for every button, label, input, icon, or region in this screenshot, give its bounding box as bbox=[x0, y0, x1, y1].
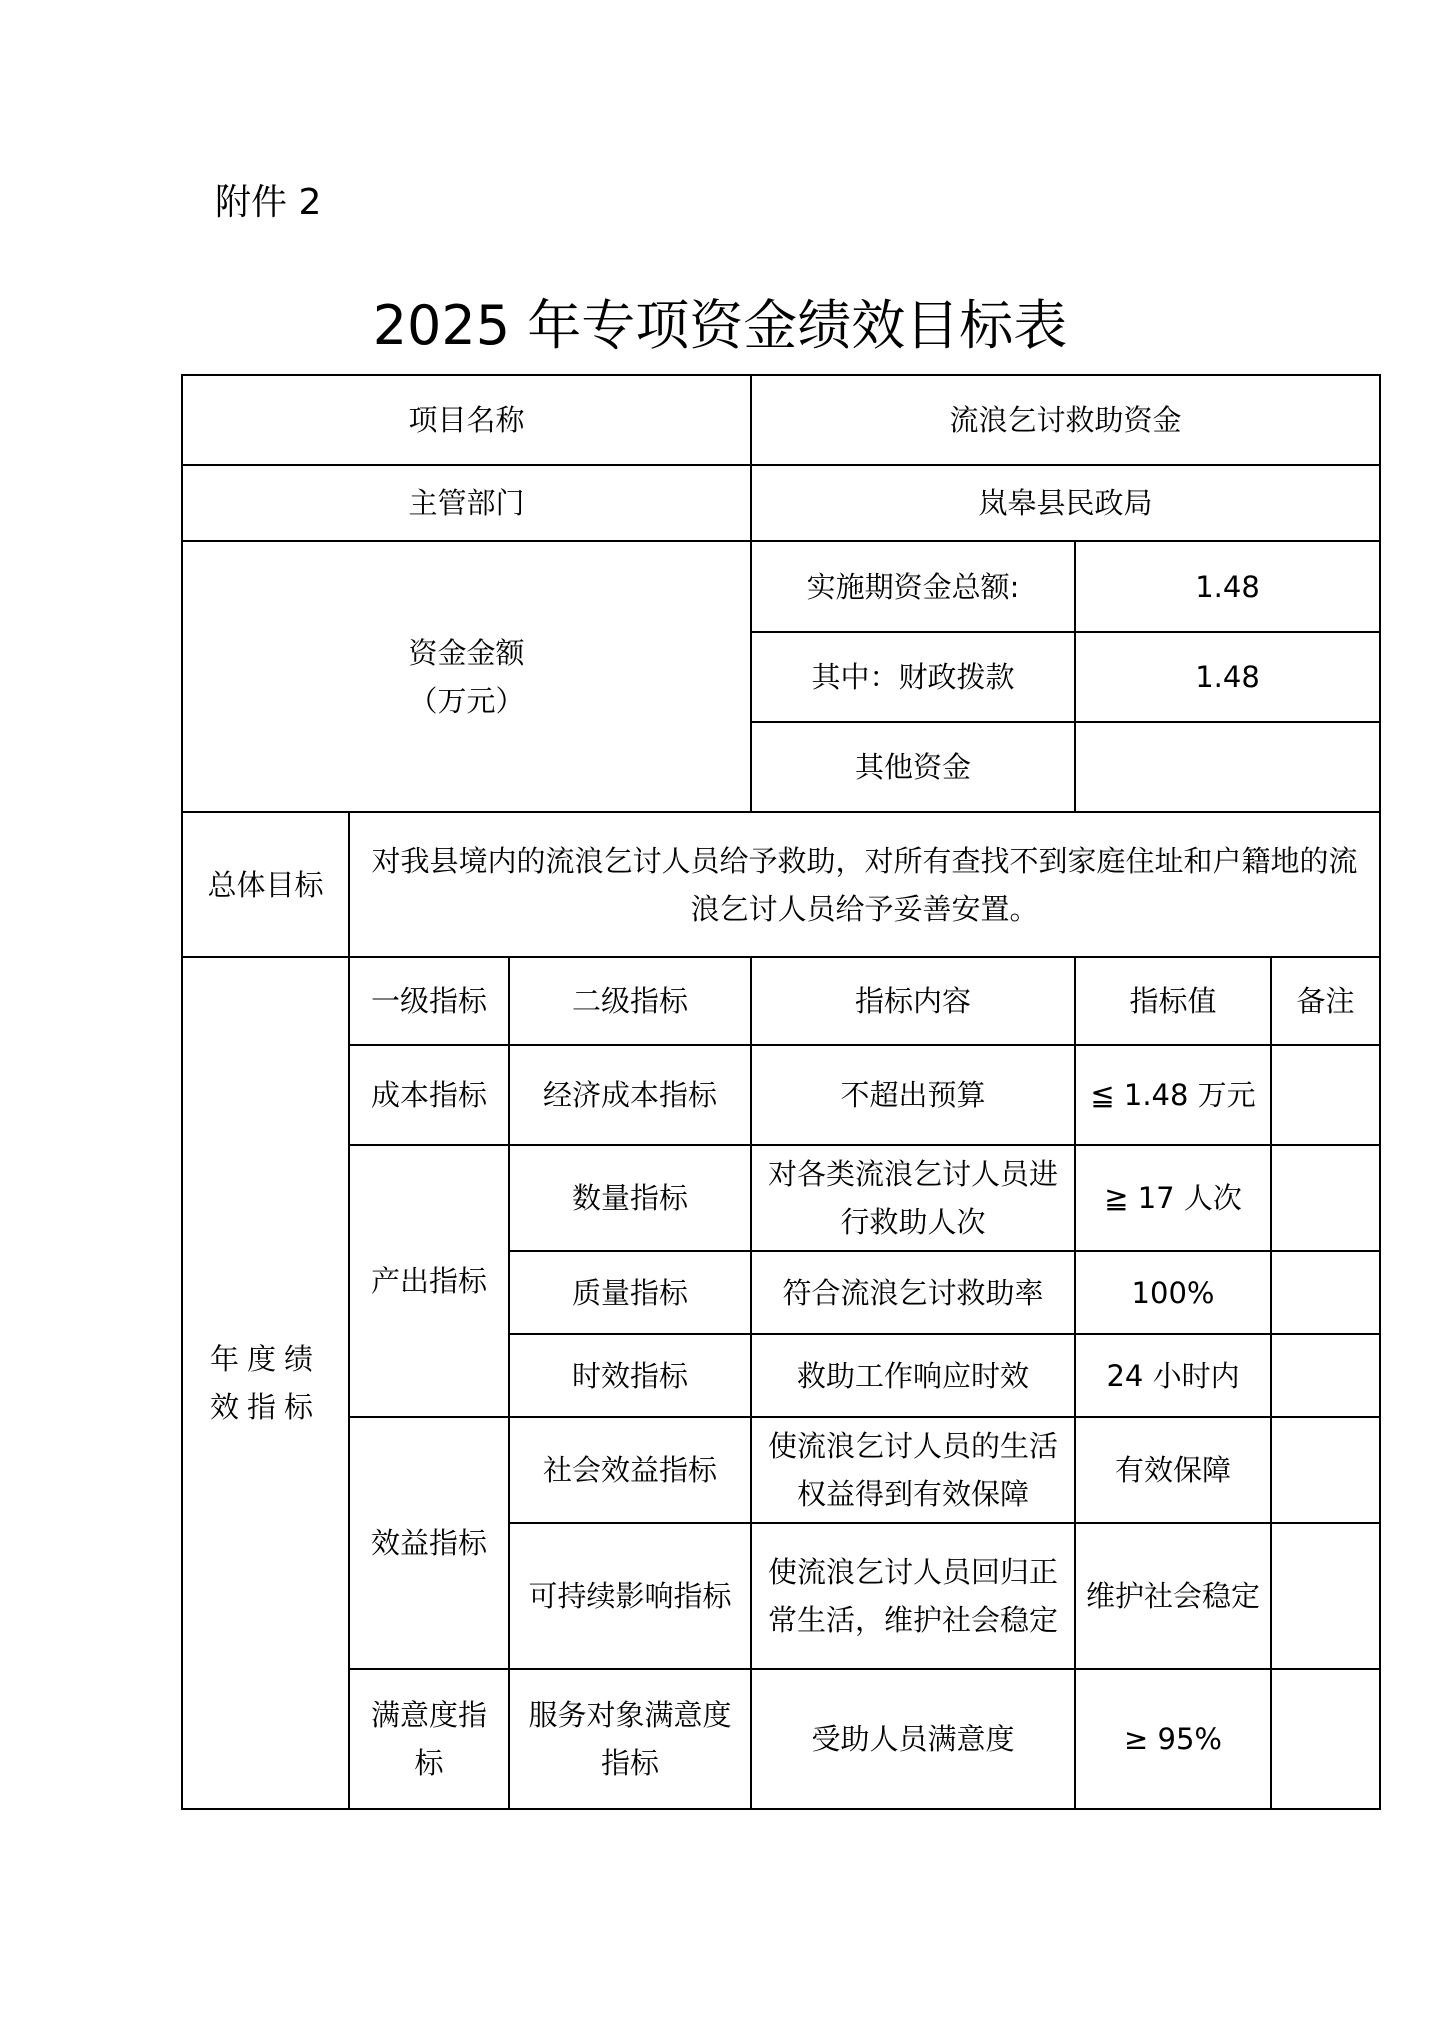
header-level2: 二级指标 bbox=[509, 957, 751, 1045]
department-value: 岚皋县民政局 bbox=[751, 465, 1380, 541]
funds-other-value bbox=[1075, 722, 1380, 812]
funds-total-label: 实施期资金总额: bbox=[751, 541, 1075, 632]
funds-total-row bbox=[182, 541, 1380, 632]
performance-target-table bbox=[181, 374, 1381, 1810]
document-title: 2025 年专项资金绩效目标表 bbox=[372, 294, 1068, 357]
indicator-value: 有效保障 bbox=[1075, 1417, 1271, 1523]
header-level1: 一级指标 bbox=[349, 957, 509, 1045]
table-row bbox=[182, 1417, 1380, 1523]
indicator-note bbox=[1271, 1669, 1380, 1809]
satisfaction-level1: 满意度指标 bbox=[349, 1669, 509, 1809]
indicator-content: 受助人员满意度 bbox=[751, 1669, 1075, 1809]
department-row bbox=[182, 465, 1380, 541]
table-row bbox=[182, 1045, 1380, 1145]
funds-total-value: 1.48 bbox=[1075, 541, 1380, 632]
benefit-level1: 效益指标 bbox=[349, 1417, 509, 1669]
indicator-value: ≧ 17 人次 bbox=[1075, 1145, 1271, 1251]
indicator-value: 24 小时内 bbox=[1075, 1334, 1271, 1417]
indicator-note bbox=[1271, 1523, 1380, 1669]
overall-goal-row bbox=[182, 812, 1380, 957]
funds-label: 资金金额 bbox=[408, 635, 525, 670]
table-row bbox=[182, 1669, 1380, 1809]
funds-other-label: 其他资金 bbox=[751, 722, 1075, 812]
indicator-content: 救助工作响应时效 bbox=[751, 1334, 1075, 1417]
project-name-label: 项目名称 bbox=[182, 375, 751, 465]
indicator-level2: 时效指标 bbox=[509, 1334, 751, 1417]
indicator-note bbox=[1271, 1251, 1380, 1334]
header-value: 指标值 bbox=[1075, 957, 1271, 1045]
header-content: 指标内容 bbox=[751, 957, 1075, 1045]
annual-indicators-label: 年度绩效指标 bbox=[182, 957, 349, 1809]
indicator-note bbox=[1271, 1145, 1380, 1251]
indicator-value: ≥ 95% bbox=[1075, 1669, 1271, 1809]
indicator-content: 不超出预算 bbox=[751, 1045, 1075, 1145]
output-level1: 产出指标 bbox=[349, 1145, 509, 1417]
indicator-level2: 质量指标 bbox=[509, 1251, 751, 1334]
project-name-row bbox=[182, 375, 1380, 465]
indicator-content: 使流浪乞讨人员回归正常生活，维护社会稳定 bbox=[751, 1523, 1075, 1669]
indicator-level2: 数量指标 bbox=[509, 1145, 751, 1251]
table-row bbox=[182, 1145, 1380, 1251]
funds-label-cell bbox=[182, 541, 751, 812]
funds-fiscal-value: 1.48 bbox=[1075, 632, 1380, 722]
indicator-note bbox=[1271, 1334, 1380, 1417]
funds-fiscal-label: 其中：财政拨款 bbox=[751, 632, 1075, 722]
indicator-note bbox=[1271, 1417, 1380, 1523]
department-label: 主管部门 bbox=[182, 465, 751, 541]
funds-unit: （万元） bbox=[408, 683, 525, 718]
overall-goal-text: 对我县境内的流浪乞讨人员给予救助，对所有查找不到家庭住址和户籍地的流浪乞讨人员给予妥善安置。 bbox=[349, 812, 1380, 957]
indicator-content: 使流浪乞讨人员的生活权益得到有效保障 bbox=[751, 1417, 1075, 1523]
indicator-note bbox=[1271, 1045, 1380, 1145]
header-note: 备注 bbox=[1271, 957, 1380, 1045]
attachment-label: 附件 2 bbox=[215, 182, 322, 223]
indicator-value: ≦ 1.48 万元 bbox=[1075, 1045, 1271, 1145]
overall-goal-label: 总体目标 bbox=[182, 812, 349, 957]
indicator-level2: 社会效益指标 bbox=[509, 1417, 751, 1523]
indicator-value: 维护社会稳定 bbox=[1075, 1523, 1271, 1669]
indicator-header-row bbox=[182, 957, 1380, 1045]
project-name-value: 流浪乞讨救助资金 bbox=[751, 375, 1380, 465]
indicator-level2: 服务对象满意度指标 bbox=[509, 1669, 751, 1809]
indicator-content: 符合流浪乞讨救助率 bbox=[751, 1251, 1075, 1334]
cost-level1: 成本指标 bbox=[349, 1045, 509, 1145]
indicator-content: 对各类流浪乞讨人员进行救助人次 bbox=[751, 1145, 1075, 1251]
indicator-value: 100% bbox=[1075, 1251, 1271, 1334]
indicator-level2: 经济成本指标 bbox=[509, 1045, 751, 1145]
indicator-level2: 可持续影响指标 bbox=[509, 1523, 751, 1669]
